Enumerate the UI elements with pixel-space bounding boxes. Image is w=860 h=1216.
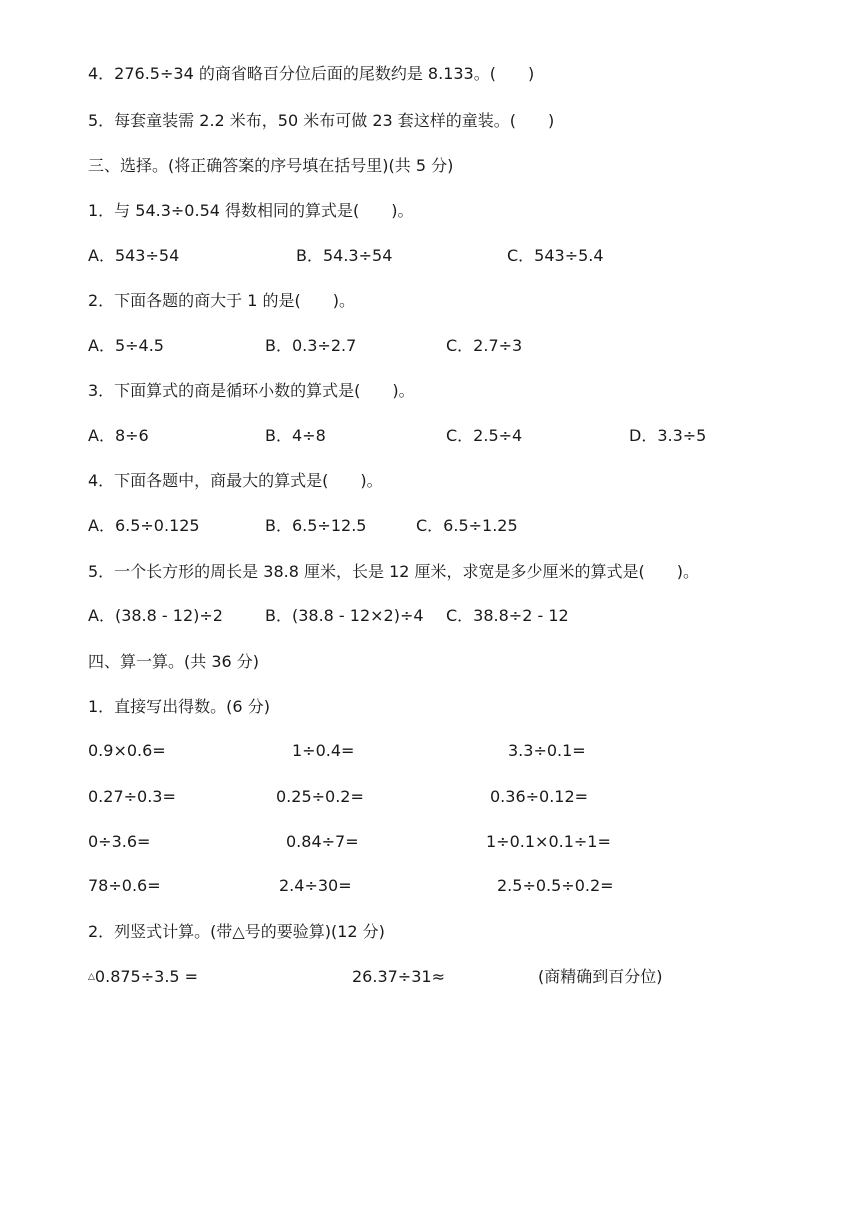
- choice-3-option-d: D．3.3÷5: [629, 426, 707, 445]
- oral-item: 3.3÷0.1=: [508, 741, 586, 760]
- choice-3-option-c: C．2.5÷4: [446, 426, 523, 445]
- choice-5-option-a: A．(38.8 - 12)÷2: [88, 606, 223, 625]
- choice-question-5: 5．一个长方形的周长是 38.8 厘米，长是 12 厘米，求宽是多少厘米的算式是( )。: [88, 562, 699, 581]
- vertical-calc-1-expression: 0.875÷3.5 =: [94, 967, 199, 986]
- oral-item: 0.25÷0.2=: [276, 787, 364, 806]
- vertical-calc-2: 26.37÷31≈: [352, 967, 445, 986]
- judge-question-5: 5．每套童装需 2.2 米布，50 米布可做 23 套这样的童装。( ): [88, 111, 555, 130]
- precision-note: (商精确到百分位): [538, 967, 663, 986]
- oral-item: 0.36÷0.12=: [490, 787, 589, 806]
- choice-2-option-b: B．0.3÷2.7: [265, 336, 357, 355]
- choice-5-option-b: B．(38.8 - 12×2)÷4: [265, 606, 424, 625]
- choice-question-2: 2．下面各题的商大于 1 的是( )。: [88, 291, 356, 310]
- choice-1-option-b: B．54.3÷54: [296, 246, 393, 265]
- choice-3-option-a: A．8÷6: [88, 426, 149, 445]
- oral-item: 78÷0.6=: [88, 876, 161, 895]
- choice-1-option-c: C．543÷5.4: [507, 246, 604, 265]
- choice-question-3: 3．下面算式的商是循环小数的算式是( )。: [88, 381, 415, 400]
- oral-item: 0÷3.6=: [88, 832, 151, 851]
- calc-part-1-title: 1．直接写出得数。(6 分): [88, 697, 270, 716]
- section-heading-choice: 三、选择。(将正确答案的序号填在括号里)(共 5 分): [88, 156, 454, 175]
- oral-item: 2.5÷0.5÷0.2=: [497, 876, 614, 895]
- choice-question-4: 4．下面各题中，商最大的算式是( )。: [88, 471, 383, 490]
- choice-4-option-a: A．6.5÷0.125: [88, 516, 200, 535]
- oral-item: 0.84÷7=: [286, 832, 359, 851]
- triangle-mark-icon: △: [88, 972, 95, 982]
- oral-item: 2.4÷30=: [279, 876, 352, 895]
- choice-1-option-a: A．543÷54: [88, 246, 180, 265]
- choice-4-option-c: C．6.5÷1.25: [416, 516, 518, 535]
- oral-item: 1÷0.4=: [292, 741, 355, 760]
- choice-2-option-a: A．5÷4.5: [88, 336, 164, 355]
- choice-4-option-b: B．6.5÷12.5: [265, 516, 367, 535]
- section-heading-calc: 四、算一算。(共 36 分): [88, 652, 260, 671]
- choice-2-option-c: C．2.7÷3: [446, 336, 523, 355]
- calc-part-2-title: 2．列竖式计算。(带△号的要验算)(12 分): [88, 922, 385, 941]
- oral-item: 1÷0.1×0.1÷1=: [486, 832, 611, 851]
- oral-item: 0.27÷0.3=: [88, 787, 176, 806]
- judge-question-4: 4．276.5÷34 的商省略百分位后面的尾数约是 8.133。( ): [88, 64, 535, 83]
- choice-3-option-b: B．4÷8: [265, 426, 326, 445]
- vertical-calc-1: [88, 966, 198, 988]
- oral-item: 0.9×0.6=: [88, 741, 166, 760]
- choice-5-option-c: C．38.8÷2 - 12: [446, 606, 569, 625]
- choice-question-1: 1．与 54.3÷0.54 得数相同的算式是( )。: [88, 201, 414, 220]
